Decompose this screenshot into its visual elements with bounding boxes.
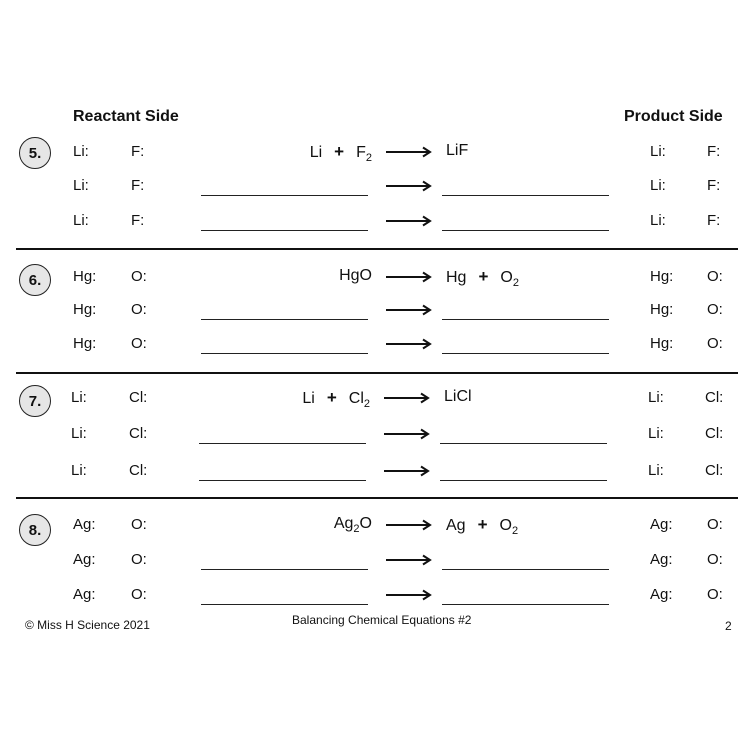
formula-symbol: O — [499, 517, 512, 534]
reactant-element-label: O: — [131, 586, 147, 603]
reactant-answer-blank[interactable] — [201, 353, 368, 354]
product-element-label: Li: — [648, 462, 664, 479]
reactant-equation — [334, 515, 372, 535]
formula-symbol: Ag — [333, 515, 354, 532]
product-element-label: O: — [707, 516, 723, 533]
yields-arrow-icon — [383, 465, 431, 477]
product-element-label: Cl: — [705, 425, 724, 442]
product-answer-blank[interactable] — [442, 195, 609, 196]
chemical-formula — [446, 142, 468, 159]
chemical-formula — [356, 144, 372, 165]
product-answer-blank[interactable] — [442, 604, 609, 605]
product-element-label: Hg: — [650, 268, 674, 285]
product-element-label: Cl: — [705, 462, 724, 479]
yields-arrow-icon — [385, 519, 433, 531]
reactant-element-label: O: — [131, 516, 147, 533]
plus-sign: + — [326, 388, 337, 407]
formula-subscript: 2 — [353, 523, 360, 536]
reactant-element-label: F: — [131, 212, 145, 229]
reactant-side-header: Reactant Side — [73, 108, 179, 125]
formula-subscript: 2 — [363, 398, 370, 411]
product-equation — [446, 267, 519, 289]
product-answer-blank[interactable] — [442, 319, 609, 320]
yields-arrow-icon — [385, 146, 433, 158]
reactant-element-label: Cl: — [129, 425, 148, 442]
formula-symbol: Li — [309, 144, 323, 161]
yields-arrow-icon — [385, 554, 433, 566]
worksheet-title: Balancing Chemical Equations #2 — [292, 613, 472, 627]
product-equation — [446, 515, 518, 537]
product-element-label: Cl: — [705, 389, 724, 406]
reactant-element-label: Ag: — [73, 551, 96, 568]
reactant-equation — [339, 267, 372, 285]
product-element-label: Ag: — [650, 551, 673, 568]
chemical-formula — [339, 267, 372, 284]
yields-arrow-icon — [385, 215, 433, 227]
chemical-formula — [333, 515, 372, 536]
reactant-element-label: Cl: — [129, 462, 148, 479]
section-divider — [16, 248, 738, 250]
reactant-element-label: Li: — [71, 389, 87, 406]
reactant-element-label: Ag: — [73, 516, 96, 533]
product-element-label: F: — [707, 212, 721, 229]
problem-number-badge: 8. — [19, 514, 51, 546]
product-side-header: Product Side — [624, 108, 723, 125]
copyright: © Miss H Science 2021 — [25, 618, 150, 632]
product-answer-blank[interactable] — [442, 353, 609, 354]
reactant-element-label: Hg: — [73, 335, 97, 352]
product-element-label: F: — [707, 177, 721, 194]
product-answer-blank[interactable] — [440, 480, 607, 481]
formula-subscript: 2 — [512, 277, 519, 290]
product-element-label: O: — [707, 301, 723, 318]
formula-symbol: Ag — [446, 517, 466, 534]
formula-subscript: 2 — [511, 525, 519, 538]
chemical-formula — [302, 390, 314, 407]
section-divider — [16, 497, 738, 499]
reactant-element-label: F: — [131, 143, 145, 160]
plus-sign: + — [477, 515, 488, 534]
reactant-element-label: Li: — [73, 177, 89, 194]
reactant-element-label: Li: — [71, 462, 87, 479]
product-element-label: Hg: — [650, 335, 674, 352]
product-element-label: Li: — [648, 389, 664, 406]
product-element-label: Ag: — [650, 586, 673, 603]
section-divider — [16, 372, 738, 374]
formula-symbol: O — [500, 269, 513, 286]
reactant-equation — [302, 388, 370, 410]
chemical-formula — [500, 269, 519, 290]
formula-symbol: F — [356, 144, 366, 161]
product-answer-blank[interactable] — [442, 230, 609, 231]
reactant-element-label: O: — [131, 268, 147, 285]
product-element-label: Ag: — [650, 516, 673, 533]
formula-symbol: Cl — [348, 390, 364, 407]
reactant-element-label: O: — [131, 335, 147, 352]
product-element-label: Li: — [650, 212, 666, 229]
product-equation — [446, 142, 468, 160]
reactant-answer-blank[interactable] — [199, 480, 366, 481]
formula-symbol: O — [359, 515, 372, 532]
problem-number-badge: 5. — [19, 137, 51, 169]
reactant-element-label: F: — [131, 177, 145, 194]
product-answer-blank[interactable] — [442, 569, 609, 570]
chemical-formula — [310, 144, 322, 161]
reactant-element-label: Cl: — [129, 389, 148, 406]
reactant-element-label: Li: — [73, 212, 89, 229]
page-number: 2 — [725, 619, 732, 633]
product-element-label: Li: — [648, 425, 664, 442]
product-element-label: O: — [707, 551, 723, 568]
formula-symbol: Hg — [446, 269, 467, 286]
yields-arrow-icon — [385, 271, 433, 283]
formula-symbol: HgO — [339, 267, 372, 284]
chemical-formula — [446, 269, 466, 286]
yields-arrow-icon — [385, 180, 433, 192]
formula-symbol: LiCl — [444, 388, 472, 405]
product-element-label: Li: — [650, 177, 666, 194]
reactant-answer-blank[interactable] — [201, 230, 368, 231]
plus-sign: + — [478, 267, 489, 286]
yields-arrow-icon — [385, 338, 433, 350]
reactant-element-label: Li: — [71, 425, 87, 442]
chemical-formula — [446, 517, 466, 534]
chemical-formula — [499, 517, 519, 538]
plus-sign: + — [334, 142, 345, 161]
reactant-answer-blank[interactable] — [201, 319, 368, 320]
reactant-answer-blank[interactable] — [201, 604, 368, 605]
problem-number-badge: 6. — [19, 264, 51, 296]
product-element-label: F: — [707, 143, 721, 160]
reactant-element-label: Ag: — [73, 586, 96, 603]
product-equation — [444, 388, 472, 406]
reactant-element-label: Hg: — [73, 301, 97, 318]
reactant-answer-blank[interactable] — [201, 569, 368, 570]
product-answer-blank[interactable] — [440, 443, 607, 444]
yields-arrow-icon — [385, 589, 433, 601]
reactant-element-label: O: — [131, 551, 147, 568]
problem-number-badge: 7. — [19, 385, 51, 417]
yields-arrow-icon — [383, 428, 431, 440]
chemical-formula — [444, 388, 472, 405]
yields-arrow-icon — [385, 304, 433, 316]
reactant-element-label: Hg: — [73, 268, 97, 285]
reactant-answer-blank[interactable] — [201, 195, 368, 196]
reactant-element-label: Li: — [73, 143, 89, 160]
product-element-label: O: — [707, 586, 723, 603]
formula-subscript: 2 — [365, 152, 372, 165]
reactant-element-label: O: — [131, 301, 147, 318]
product-element-label: O: — [707, 268, 723, 285]
yields-arrow-icon — [383, 392, 431, 404]
reactant-equation — [310, 142, 372, 164]
product-element-label: Hg: — [650, 301, 674, 318]
product-element-label: Li: — [650, 143, 666, 160]
reactant-answer-blank[interactable] — [199, 443, 366, 444]
formula-symbol: LiF — [446, 142, 469, 159]
formula-symbol: Li — [302, 390, 315, 407]
product-element-label: O: — [707, 335, 723, 352]
chemical-formula — [348, 390, 370, 411]
